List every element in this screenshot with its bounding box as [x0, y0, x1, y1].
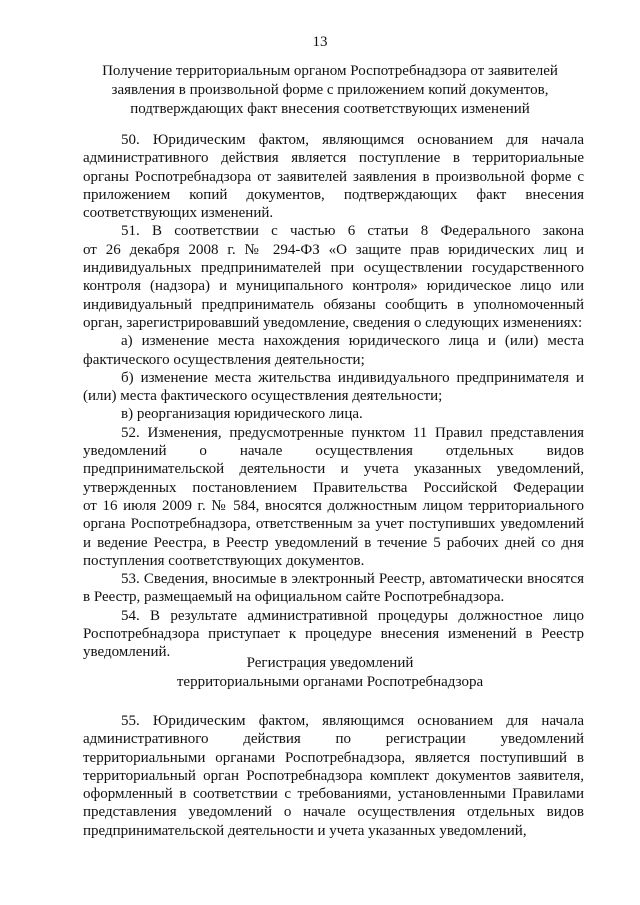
text-line: территориальными органами Роспотребнадзора, является поступивший в — [83, 749, 584, 766]
text-block-2 — [83, 712, 584, 840]
paragraph — [83, 405, 584, 423]
paragraph — [83, 424, 584, 570]
text-line: утвержденных постановлением Правительства Российской Федерации — [83, 479, 584, 496]
section-heading — [60, 62, 600, 119]
text-line: от 26 декабря 2008 г. № 294-ФЗ «О защите прав юридических лиц и — [83, 241, 584, 258]
paragraph — [83, 131, 584, 222]
text-line: контроля (надзора) и муниципального контроля» юридическое лицо или — [83, 278, 584, 295]
text-line: уведомлений. — [83, 644, 171, 661]
paragraph — [83, 712, 584, 840]
text-line: и ведение Реестра, в Реестр уведомлений в течение 5 рабочих дней со дня — [83, 534, 584, 551]
text-line: от 16 июля 2009 г. № 584, вносятся должностным лицом территориального — [83, 497, 584, 514]
heading-line: Получение территориальным органом Роспотребнадзора от заявителей — [102, 63, 558, 79]
text-line: фактического осуществления деятельности; — [83, 351, 365, 368]
text-line: б) изменение места жительства индивидуального предпринимателя и — [121, 369, 584, 386]
text-line: Роспотребнадзора приступает к процедуре внесения изменений в Реестр — [83, 626, 584, 643]
text-line: поступления соответствующих документов. — [83, 552, 365, 569]
text-line: органа Роспотребнадзора, ответственным за учет поступивших уведомлений — [83, 516, 584, 533]
paragraph — [83, 570, 584, 607]
text-line: уведомлений о начале осуществления отдельных видов — [83, 443, 584, 460]
text-line: предпринимательской деятельности и учета указанных уведомлений, — [83, 461, 584, 478]
text-line: административного действия по регистрации уведомлений — [83, 731, 584, 748]
text-line: индивидуальных предпринимателей при осуществлении государственного — [83, 260, 584, 277]
heading-line: территориальными органами Роспотребнадзора — [176, 674, 484, 690]
text-line: административного действия является поступление в территориальные — [83, 150, 584, 167]
text-line: 55. Юридическим фактом, являющимся основанием для начала — [121, 713, 584, 729]
text-line: 51. В соответствии с частью 6 статьи 8 Федерального закона — [121, 223, 584, 240]
text-line: а) изменение места нахождения юридического лица и (или) места — [121, 333, 584, 350]
text-line: территориальный орган Роспотребнадзора комплект документов заявителя, — [83, 767, 584, 784]
text-line: оформленный в соответствии с требованиями, установленными Правилами — [83, 786, 584, 803]
text-line: представления уведомлений о начале осуществления отдельных видов — [83, 804, 584, 821]
text-line: (или) места фактического осуществления деятельности; — [83, 388, 443, 405]
text-line: предпринимательской деятельности и учета указанных уведомлений, — [83, 822, 527, 839]
page-number: 13 — [312, 34, 328, 50]
text-line: приложением копий документов, подтверждающих факт внесения — [83, 186, 584, 203]
text-line: в) реорганизация юридического лица. — [121, 406, 363, 423]
paragraph — [83, 222, 584, 332]
text-line: индивидуальный предприниматель обязаны сообщить в уполномоченный — [83, 296, 584, 313]
text-line: 50. Юридическим фактом, являющимся основанием для начала — [121, 132, 584, 148]
heading-line: Регистрация уведомлений — [246, 655, 414, 671]
text-line: в Реестр, размещаемый на официальном сайте Роспотребнадзора. — [83, 589, 505, 606]
text-line: органы Роспотребнадзора от заявителей заявления в произвольной форме с — [83, 168, 584, 185]
text-line: 53. Сведения, вносимые в электронный Реестр, автоматически вносятся — [121, 571, 584, 588]
paragraph — [83, 369, 584, 406]
heading-line: подтверждающих факт внесения соответствующих изменений — [130, 101, 530, 117]
paragraph — [83, 332, 584, 369]
text-line: 52. Изменения, предусмотренные пунктом 11 Правил представления — [121, 424, 584, 441]
section-heading-registration — [60, 654, 600, 692]
heading-line: заявления в произвольной форме с приложением копий документов, — [111, 82, 549, 98]
text-line: 54. В результате административной процедуры должностное лицо — [121, 607, 584, 624]
text-line: соответствующих изменений. — [83, 205, 274, 222]
text-line: орган, зарегистрировавший уведомление, сведения о следующих изменениях: — [83, 314, 583, 331]
text-block-1 — [83, 131, 584, 662]
